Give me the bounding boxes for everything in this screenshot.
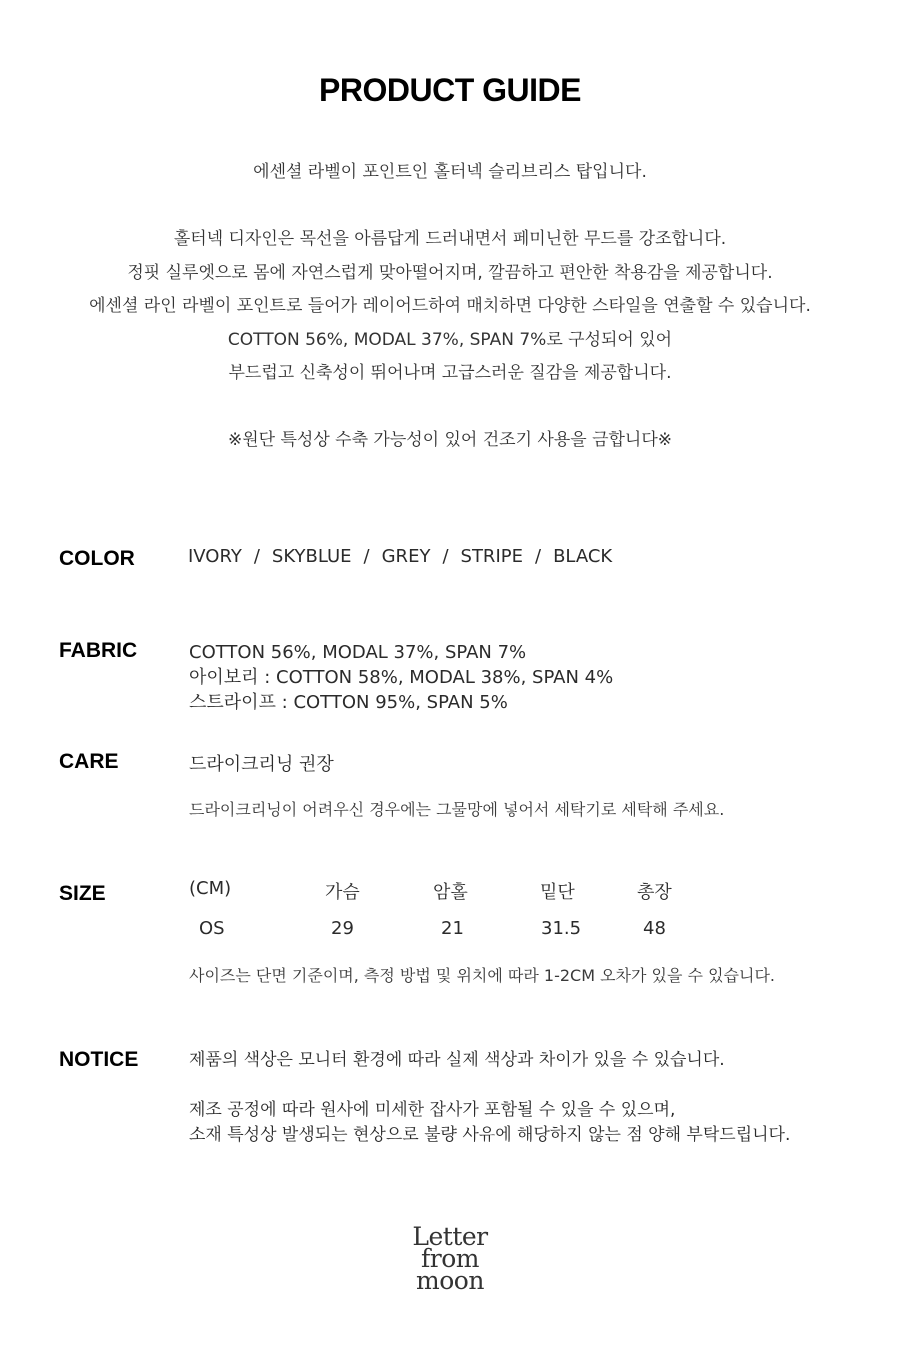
size-header-chest: 가슴 <box>325 882 360 903</box>
brand-logo <box>0 1222 900 1295</box>
fabric-line: 아이보리 : COTTON 58%, MODAL 38%, SPAN 4% <box>189 667 614 688</box>
fabric-line: 스트라이프 : COTTON 95%, SPAN 5% <box>189 692 508 713</box>
color-option: BLACK <box>553 546 613 567</box>
fabric-composition <box>189 640 613 715</box>
notice-label: NOTICE <box>59 1048 139 1071</box>
size-value-hem: 31.5 <box>541 918 582 939</box>
size-value-armhole: 21 <box>441 918 464 939</box>
size-header-armhole: 암홀 <box>433 882 468 903</box>
logo-line: moon <box>416 1266 484 1295</box>
notice-paragraph <box>189 1098 790 1148</box>
care-label: CARE <box>59 750 119 773</box>
intro-line: 부드럽고 신축성이 뛰어나며 고급스러운 질감을 제공합니다. <box>228 363 672 383</box>
dryer-warning: ※원단 특성상 수축 가능성이 있어 건조기 사용을 금합니다※ <box>227 430 673 450</box>
color-separator: / <box>534 546 542 567</box>
fabric-label: FABRIC <box>59 639 138 662</box>
page-title: PRODUCT GUIDE <box>319 72 581 108</box>
notice-line: 제품의 색상은 모니터 환경에 따라 실제 색상과 차이가 있을 수 있습니다. <box>189 1050 725 1070</box>
notice-line: 제조 공정에 따라 원사에 미세한 잡사가 포함될 수 있을 수 있으며, <box>189 1100 676 1120</box>
care-instruction: 드라이크리닝 권장 <box>189 754 334 775</box>
size-value-name: OS <box>199 918 225 939</box>
care-note: 드라이크리닝이 어려우신 경우에는 그물망에 넣어서 세탁기로 세탁해 주세요. <box>189 800 725 819</box>
color-separator: / <box>442 546 449 567</box>
size-header-length: 총장 <box>637 882 672 903</box>
size-header-unit: (CM) <box>189 878 232 899</box>
color-options <box>188 546 612 567</box>
color-separator: / <box>253 546 260 567</box>
logo-line: Letter <box>412 1222 488 1251</box>
size-value-chest: 29 <box>331 918 354 939</box>
size-label: SIZE <box>59 882 106 905</box>
logo-line: from <box>421 1244 479 1273</box>
size-value-length: 48 <box>643 918 666 939</box>
color-option: STRIPE <box>460 546 523 567</box>
color-option: GREY <box>381 546 431 567</box>
notice-line: 소재 특성상 발생되는 현상으로 불량 사유에 해당하지 않는 점 양해 부탁드립니다. <box>189 1125 791 1145</box>
color-separator: / <box>363 546 370 567</box>
intro-line: COTTON 56%, MODAL 37%, SPAN 7%로 구성되어 있어 <box>227 329 673 350</box>
size-note: 사이즈는 단면 기준이며, 측정 방법 및 위치에 따라 1-2CM 오차가 있을 수 있습니다. <box>189 966 775 985</box>
intro-line: 정핏 실루엣으로 몸에 자연스럽게 맞아떨어지며, 깔끔하고 편안한 착용감을 제공합니다. <box>127 262 773 283</box>
fabric-line: COTTON 56%, MODAL 37%, SPAN 7% <box>189 642 527 663</box>
color-option: SKYBLUE <box>271 546 352 567</box>
color-label: COLOR <box>59 547 135 570</box>
color-option: IVORY <box>188 546 242 567</box>
size-header-hem: 밑단 <box>540 882 575 903</box>
product-description <box>0 156 900 458</box>
intro-line: 에센셜 라벨이 포인트인 홀터넥 슬리브리스 탑입니다. <box>253 162 647 182</box>
intro-line: 에센셜 라인 라벨이 포인트로 들어가 레이어드하여 매치하면 다양한 스타일을 연출할 수 있습니다. <box>89 296 811 316</box>
intro-line: 홀터넥 디자인은 목선을 아름답게 드러내면서 페미닌한 무드를 강조합니다. <box>173 229 727 249</box>
